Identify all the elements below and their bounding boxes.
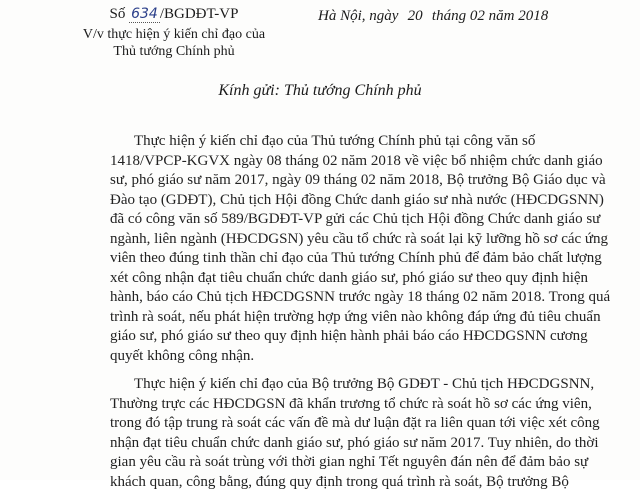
paragraph-line: Thực hiện ý kiến chỉ đạo của Thủ tướng Chính phủ tại công văn số <box>110 132 622 152</box>
recipient-line: Kính gửi: Thủ tướng Chính phủ <box>0 82 640 100</box>
date-day: 20 <box>402 8 428 25</box>
paragraph-line: 1418/VPCP-KGVX ngày 08 tháng 02 năm 2018 về việc bổ nhiệm chức danh giáo <box>110 152 622 172</box>
paragraph-line: xét công nhận đạt tiêu chuẩn chức danh giáo sư, phó giáo sư theo quy định hiện <box>110 269 622 289</box>
document-number-prefix: Số <box>110 6 126 22</box>
body-paragraph <box>110 375 622 492</box>
paragraph-line: trong đó tập trung rà soát các vấn đề mà dư luận đặt ra liên quan tới việc xét công <box>110 414 622 434</box>
document-number-handwritten: 634 <box>129 6 160 23</box>
paragraph-line: viên theo đúng tinh thần chỉ đạo của Thủ tướng Chính phủ để đảm bảo chất lượng <box>110 249 622 269</box>
paragraph-line: Đào tạo (GDĐT), Chủ tịch Hội đồng Chức danh giáo sư nhà nước (HĐCDGSNN) <box>110 191 622 211</box>
place-and-date <box>318 8 618 25</box>
date-month-label: tháng <box>432 8 466 24</box>
paragraph-line: trình rà soát, nếu phát hiện trường hợp ứng viên nào không đáp ứng đủ tiêu chuẩn <box>110 308 622 328</box>
paragraph-line: sư, phó giáo sư năm 2017, ngày 09 tháng 02 năm 2018, Bộ trưởng Bộ Giáo dục và <box>110 171 622 191</box>
paragraph-line: khách quan, công bằng, đúng quy định trong quá trình rà soát, Bộ trưởng Bộ <box>110 473 622 492</box>
subject-line: V/v thực hiện ý kiến chỉ đạo của <box>54 26 294 43</box>
paragraph-line: ngành, liên ngành (HĐCDGSN) yêu cầu tổ chức rà soát lại kỹ lưỡng hồ sơ các ứng <box>110 230 622 250</box>
body-paragraph <box>110 132 622 366</box>
place-date-prefix: Hà Nội, ngày <box>318 8 398 24</box>
paragraph-line: quyết không công nhận. <box>110 347 622 367</box>
paragraph-line: Thực hiện ý kiến chỉ đạo của Bộ trưởng Bộ GDĐT - Chủ tịch HĐCDGSNN, <box>110 375 622 395</box>
date-year: 2018 <box>518 8 548 24</box>
subject-line: Thủ tướng Chính phủ <box>54 43 294 60</box>
document-number-suffix: /BGDĐT-VP <box>160 6 239 22</box>
document-header-left <box>54 4 294 60</box>
paragraph-spacer <box>110 366 622 375</box>
date-month: 02 <box>470 8 485 24</box>
paragraph-line: gian yêu cầu rà soát trùng với thời gian nghỉ Tết nguyên đán nên để đảm bảo sự <box>110 453 622 473</box>
paragraph-line: đã có công văn số 589/BGDĐT-VP gửi các Chủ tịch Hội đồng Chức danh giáo sư <box>110 210 622 230</box>
paragraph-line: nhận đạt tiêu chuẩn chức danh giáo sư, phó giáo sư năm 2017. Tuy nhiên, do thời <box>110 434 622 454</box>
document-body <box>110 132 622 492</box>
paragraph-line: giáo sư, phó giáo sư theo quy định hiện hành phải báo cáo HĐCDGSNN cương <box>110 327 622 347</box>
document-number <box>54 4 294 24</box>
date-year-label: năm <box>489 8 515 24</box>
paragraph-line: hành, báo cáo Chủ tịch HĐCDGSNN trước ngày 18 tháng 02 năm 2018. Trong quá <box>110 288 622 308</box>
document-subject <box>54 26 294 60</box>
paragraph-line: Thường trực các HĐCDGSN đã khẩn trương tổ chức rà soát hồ sơ các ứng viên, <box>110 395 622 415</box>
